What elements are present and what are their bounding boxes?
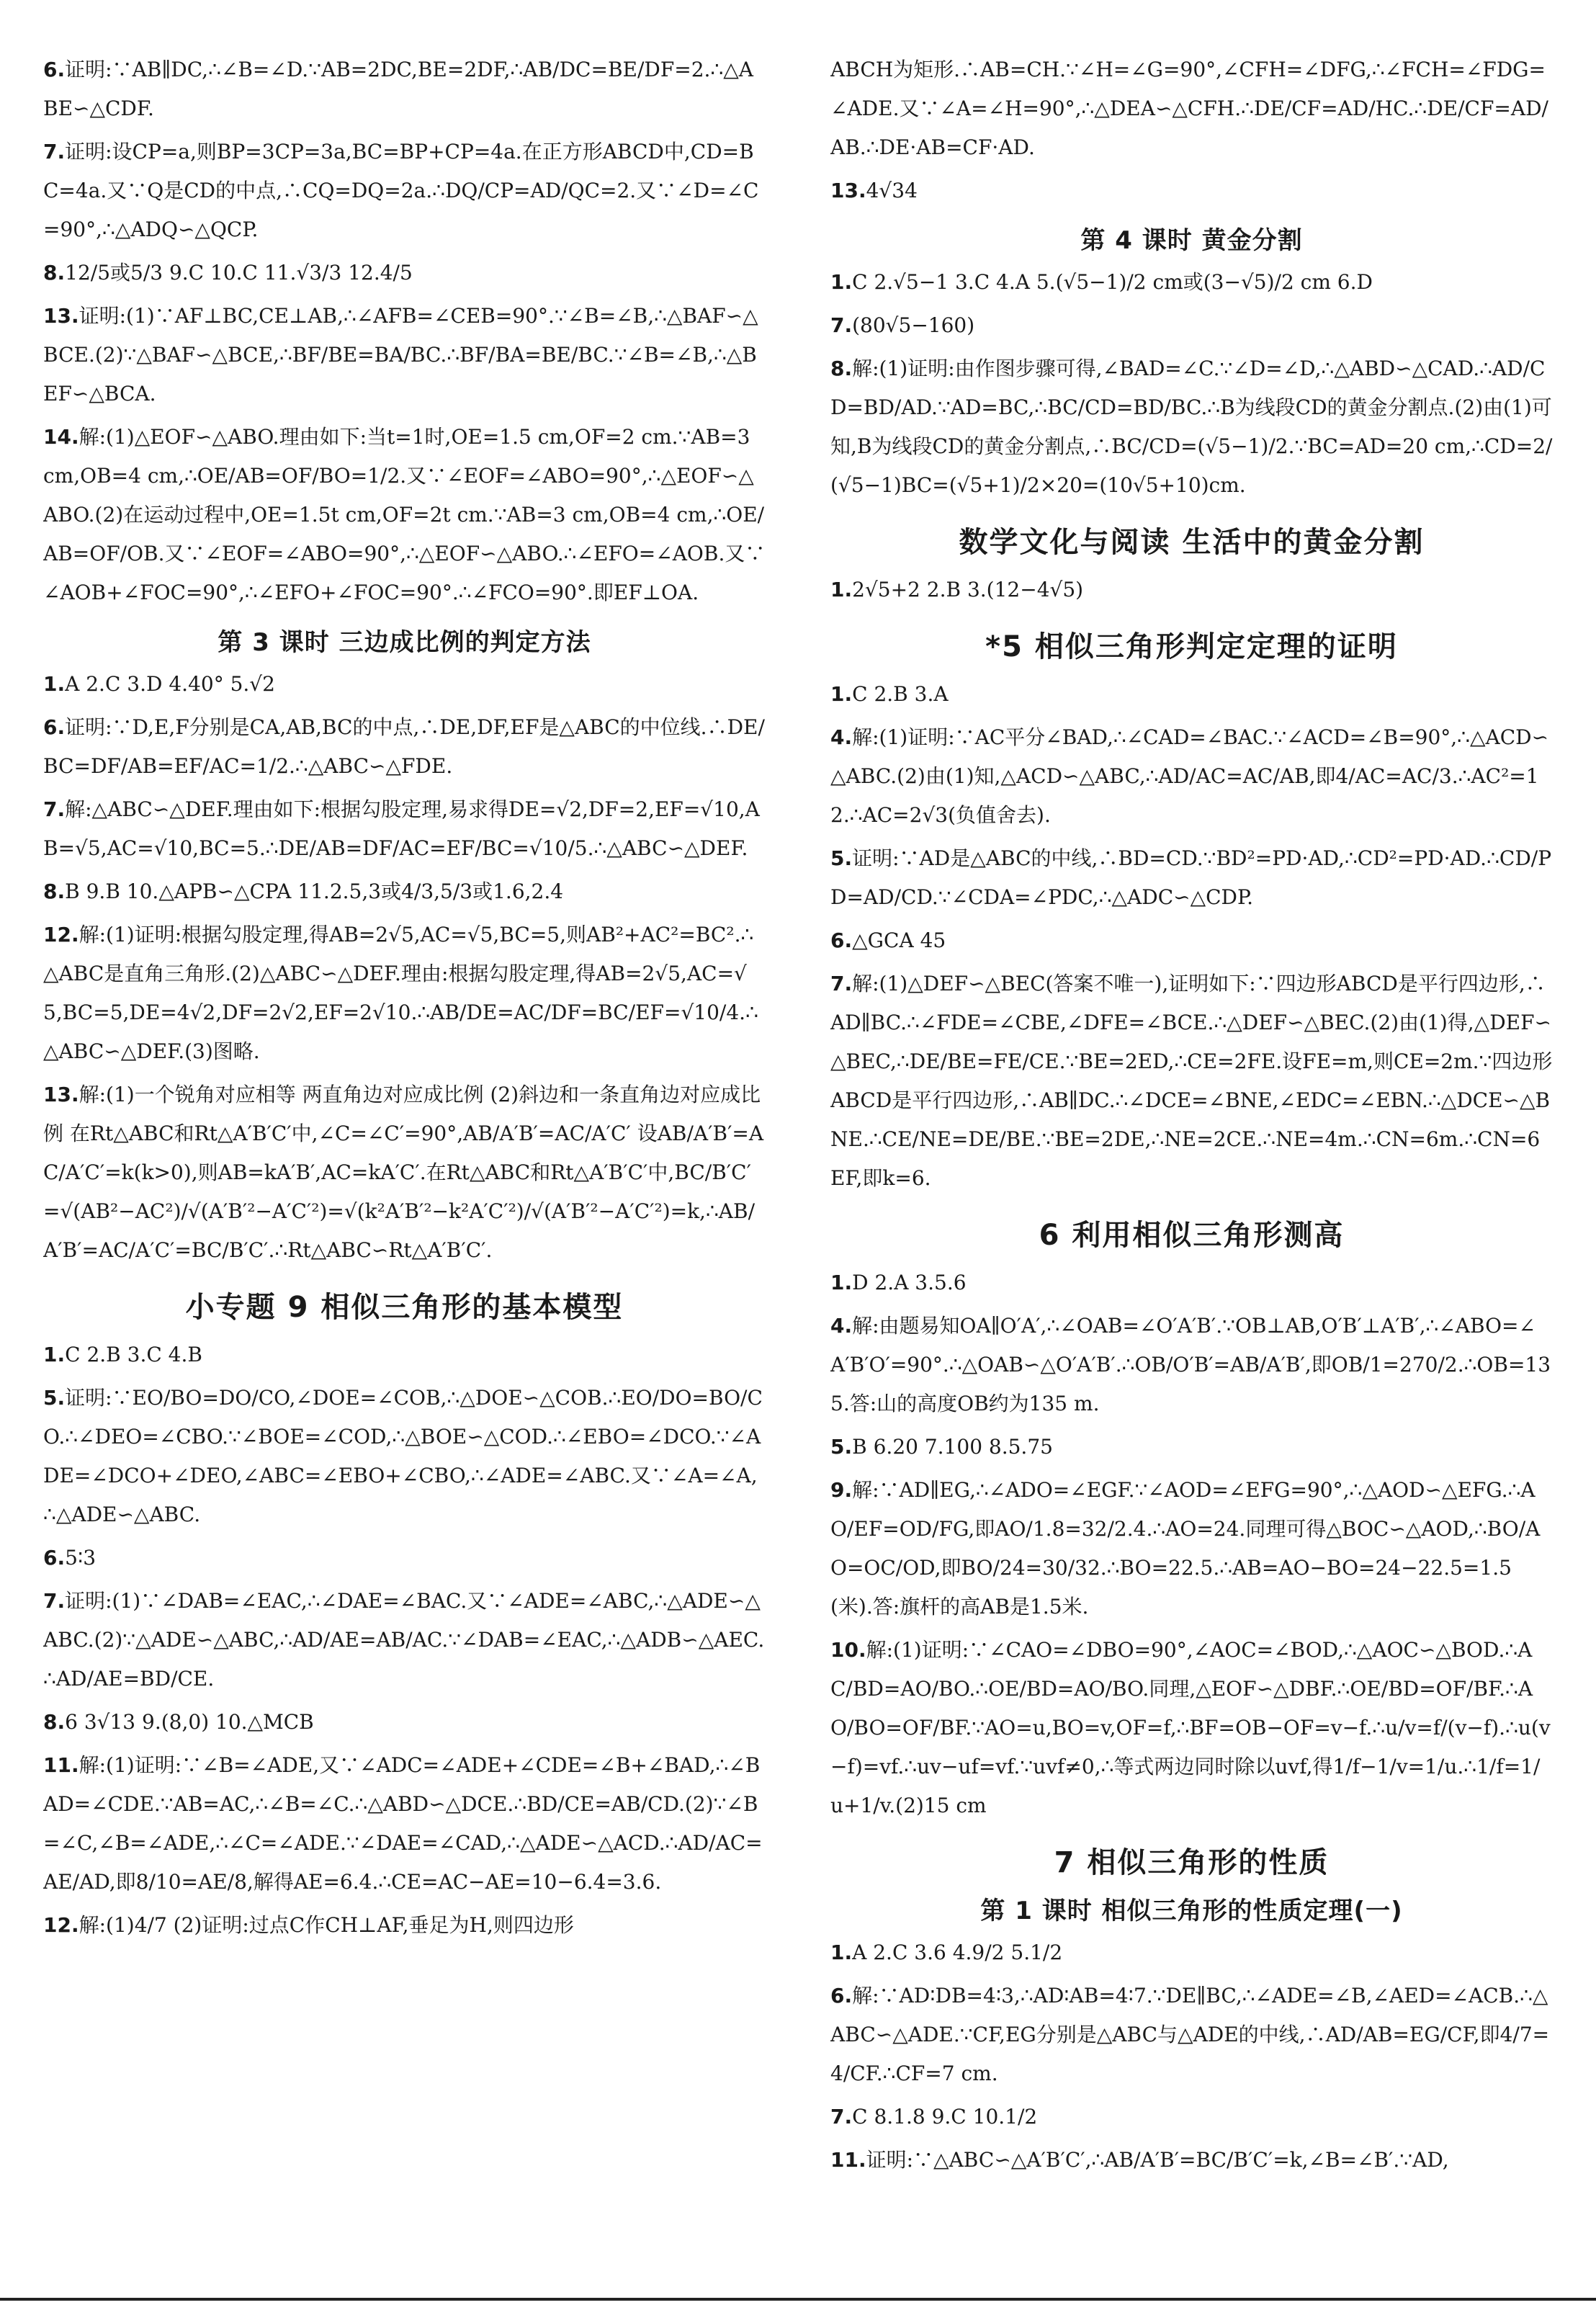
answer-item [830, 1933, 1553, 1972]
item-number: 1. [830, 270, 853, 294]
item-number: 8. [830, 357, 853, 380]
item-number: 9. [830, 1478, 853, 1502]
answer-item [43, 1539, 766, 1577]
item-number: 1. [830, 1271, 853, 1294]
item-text: 解:∵AD∥EG,∴∠ADO=∠EGF.∵∠AOD=∠EFG=90°,∴△AOD∽△EFG.∴AO/EF=OD/FG,即AO/1.8=32/2.4.∴AO=24.同理可得△BOC∽△AOD,∴BO/AO=OC/OD,即BO/24=30/32.∴BO=22.5.∴AB=AO−BO=24−22.5=1.5(米).答:旗杆的高AB是1.5米. [830, 1478, 1541, 1619]
item-text: 5∶3 [65, 1546, 97, 1570]
item-number: 4. [830, 725, 853, 749]
section-heading: 7 相似三角形的性质 [1054, 1846, 1330, 1879]
item-number: 1. [43, 672, 66, 696]
item-number: 10. [830, 1638, 866, 1662]
answer-item [830, 349, 1553, 505]
bottom-rule [0, 2298, 1596, 2301]
answer-item [43, 50, 766, 128]
right-column [830, 50, 1553, 2262]
item-number: 8. [43, 1710, 66, 1734]
item-text: 解:(1)△DEF∽△BEC(答案不唯一),证明如下:∵四边形ABCD是平行四边形,∴AD∥BC.∴∠FDE=∠CBE,∠DFE=∠BCE.∴△DEF∽△BEC.(2)由(1)得,△DEF∽△BEC,∴DE/BE=FE/CE.∵BE=2ED,∴CE=2FE.设FE=m,则CE=2m.∵四边形ABCD是平行四边形,∴AB∥DC.∴∠DCE=∠BNE,∠EDC=∠EBN.∴△DCE∽△BNE.∴CE/NE=DE/BE.∵BE=2DE,∴NE=2CE.∴NE=4m.∴CN=6m.∴CN=6EF,即k=6. [830, 972, 1553, 1190]
item-number: 7. [830, 313, 853, 337]
item-number: 5. [830, 846, 853, 870]
item-text: B 6.20 7.100 8.5.75 [852, 1435, 1053, 1459]
item-text: 证明:(1)∵∠DAB=∠EAC,∴∠DAE=∠BAC.又∵∠ADE=∠ABC,∴△ADE∽△ABC.(2)∵△ADE∽△ABC,∴AD/AE=AB/AC.∵∠DAB=∠EAC,∴△ADB∽△AEC.∴AD/AE=BD/CE. [43, 1589, 765, 1691]
item-text: A 2.C 3.6 4.9/2 5.1/2 [852, 1941, 1063, 1964]
item-text: 解:(1)证明:根据勾股定理,得AB=2√5,AC=√5,BC=5,则AB²+AC²=BC².∴△ABC是直角三角形.(2)△ABC∽△DEF.理由:根据勾股定理,得AB=2√5,AC=√5,BC=5,DE=4√2,DF=2√2,EF=2√10.∴AB/DE=AC/DF=BC/EF=√10/4.∴△ABC∽△DEF.(3)图略. [43, 923, 758, 1063]
item-number: 5. [43, 1386, 66, 1410]
answer-item [43, 708, 766, 786]
answer-item [830, 964, 1553, 1198]
answer-item [43, 1703, 766, 1742]
item-text: C 2.√5−1 3.C 4.A 5.(√5−1)/2 cm或(3−√5)/2 cm 6.D [852, 270, 1373, 294]
item-number: 12. [43, 923, 79, 946]
item-text: 证明:∵D,E,F分别是CA,AB,BC的中点,∴DE,DF,EF是△ABC的中位线.∴DE/BC=DF/AB=EF/AC=1/2.∴△ABC∽△FDE. [43, 715, 765, 778]
item-number: 13. [830, 179, 866, 202]
answer-item [830, 570, 1553, 609]
item-text: 证明:∵AD是△ABC的中线,∴BD=CD.∵BD²=PD·AD,∴CD²=PD·AD.∴CD/PD=AD/CD.∵∠CDA=∠PDC,∴△ADC∽△CDP. [830, 846, 1552, 909]
answer-item [830, 718, 1553, 835]
item-number: 1. [43, 1343, 66, 1366]
section-heading: *5 相似三角形判定定理的证明 [985, 630, 1398, 663]
item-text: 解:∵AD∶DB=4∶3,∴AD∶AB=4∶7.∵DE∥BC,∴∠ADE=∠B,∠AED=∠ACB.∴△ABC∽△ADE.∵CF,EG分别是△ABC与△ADE的中线,∴AD/AB=EG/CF,即4/7=4/CF.∴CF=7 cm. [830, 1984, 1550, 2085]
item-text: 解:(1)4/7 (2)证明:过点C作CH⊥AF,垂足为H,则四边形 [79, 1913, 574, 1937]
item-text: 6 3√13 9.(8,0) 10.△MCB [65, 1710, 314, 1734]
section-heading: 6 利用相似三角形测高 [1039, 1219, 1345, 1252]
answer-item [830, 839, 1553, 917]
left-column [43, 50, 766, 2262]
item-text: C 8.1.8 9.C 10.1/2 [852, 2105, 1038, 2129]
answer-item [43, 1075, 766, 1270]
answer-item [43, 1906, 766, 1945]
item-number: 13. [43, 1083, 79, 1106]
item-text: △GCA 45 [852, 928, 946, 952]
answer-item [43, 297, 766, 413]
answer-item [830, 675, 1553, 714]
item-number: 4. [830, 1314, 853, 1338]
item-text: 解:△ABC∽△DEF.理由如下:根据勾股定理,易求得DE=√2,DF=2,EF=√10,AB=√5,AC=√10,BC=5.∴DE/AB=DF/AC=EF/BC=√10/5.∴△ABC∽△DEF. [43, 797, 760, 860]
item-text: 解:(1)一个锐角对应相等 两直角边对应成比例 (2)斜边和一条直角边对应成比例 在Rt△ABC和Rt△A′B′C′中,∠C=∠C′=90°,AB/A′B′=AC/A′C′ 设AB/A′B′=AC/A′C′=k(k>0),则AB=kA′B′,AC=kA′C′.在Rt△ABC和Rt△A′B′C′中,BC/B′C′=√(AB²−AC²)/√(A′B′²−A′C′²)=√(k²A′B′²−k²A′C′²)/√(A′B′²−A′C′²)=k,∴AB/A′B′=AC/A′C′=BC/B′C′.∴Rt△ABC∽Rt△A′B′C′. [43, 1083, 764, 1262]
answer-item [830, 1307, 1553, 1423]
item-text: C 2.B 3.C 4.B [65, 1343, 202, 1366]
item-text: 12/5或5/3 9.C 10.C 11.√3/3 12.4/5 [65, 261, 413, 285]
item-number: 7. [830, 2105, 853, 2129]
item-text: 解:(1)证明:由作图步骤可得,∠BAD=∠C.∵∠D=∠D,∴△ABD∽△CAD.∴AD/CD=BD/AD.∵AD=BC,∴BC/CD=BD/BC.∴B为线段CD的黄金分割点.(2)由(1)可知,B为线段CD的黄金分割点,∴BC/CD=(√5−1)/2.∵BC=AD=20 cm,∴CD=2/(√5−1)BC=(√5+1)/2×20=(10√5+10)cm. [830, 357, 1553, 497]
item-number: 1. [830, 682, 853, 706]
item-text: 证明:∵EO/BO=DO/CO,∠DOE=∠COB,∴△DOE∽△COB.∴EO/DO=BO/CO.∴∠DEO=∠CBO.∵∠BOE=∠COD,∴△BOE∽△COD.∴∠EBO=∠DCO.∵∠ADE=∠DCO+∠DEO,∠ABC=∠EBO+∠CBO,∴∠ADE=∠ABC.又∵∠A=∠A,∴△ADE∽△ABC. [43, 1386, 763, 1526]
item-number: 6. [830, 1984, 853, 2008]
item-number: 6. [830, 928, 853, 952]
answer-item [830, 1428, 1553, 1467]
answer-item [830, 1471, 1553, 1626]
answer-item [43, 1379, 766, 1534]
item-text: 2√5+2 2.B 3.(12−4√5) [852, 578, 1084, 601]
item-text: B 9.B 10.△APB∽△CPA 11.2.5,3或4/3,5/3或1.6,2.4 [65, 880, 564, 903]
answer-item [830, 1263, 1553, 1302]
item-number: 7. [43, 1589, 66, 1613]
section-heading: 第 1 课时 相似三角形的性质定理(一) [980, 1897, 1403, 1925]
item-number: 8. [43, 880, 66, 903]
item-number: 12. [43, 1913, 79, 1937]
item-text: D 2.A 3.5.6 [852, 1271, 967, 1294]
answer-item [830, 2098, 1553, 2136]
item-text: 证明:∵△ABC∽△A′B′C′,∴AB/A′B′=BC/B′C′=k,∠B=∠B′.∵AD, [866, 2148, 1449, 2172]
item-text: 证明:(1)∵AF⊥BC,CE⊥AB,∴∠AFB=∠CEB=90°.∵∠B=∠B,∴△BAF∽△BCE.(2)∵△BAF∽△BCE,∴BF/BE=BA/BC.∴BF/BA=BE/BC.∵∠B=∠B,∴△BEF∽△BCA. [43, 304, 758, 406]
item-text: 解:(1)△EOF∽△ABO.理由如下:当t=1时,OE=1.5 cm,OF=2 cm.∵AB=3 cm,OB=4 cm,∴OE/AB=OF/BO=1/2.又∵∠EOF=∠ABO=90°,∴△EOF∽△ABO.(2)在运动过程中,OE=1.5t cm,OF=2t cm.∵AB=3 cm,OB=4 cm,∴OE/AB=OF/OB.又∵∠EOF=∠ABO=90°,∴△EOF∽△ABO.∴∠EFO=∠AOB.又∵∠AOB+∠FOC=90°,∴∠EFO+∠FOC=90°.∴∠FCO=90°.即EF⊥OA. [43, 425, 766, 604]
answer-item [43, 254, 766, 292]
answer-item [43, 1746, 766, 1902]
item-text: 解:由题易知OA∥O′A′,∴∠OAB=∠O′A′B′.∵OB⊥AB,O′B′⊥A′B′,∴∠ABO=∠A′B′O′=90°.∴△OAB∽△O′A′B′.∴OB/O′B′=AB/A′B′,即OB/1=270/2.∴OB=135.答:山的高度OB约为135 m. [830, 1314, 1551, 1415]
section-heading: 第 3 课时 三边成比例的判定方法 [218, 628, 591, 657]
item-text: 证明:∵AB∥DC,∴∠B=∠D.∵AB=2DC,BE=2DF,∴AB/DC=BE/DF=2.∴△ABE∽△CDF. [43, 58, 754, 120]
answer-item [830, 263, 1553, 302]
section-heading: 小专题 9 相似三角形的基本模型 [185, 1291, 624, 1324]
answer-item [43, 916, 766, 1071]
answer-item [830, 1631, 1553, 1825]
answer-item [43, 1582, 766, 1698]
item-number: 6. [43, 715, 66, 739]
item-text: A 2.C 3.D 4.40° 5.√2 [65, 672, 275, 696]
item-text: 证明:设CP=a,则BP=3CP=3a,BC=BP+CP=4a.在正方形ABCD中,CD=BC=4a.又∵Q是CD的中点,∴CQ=DQ=2a.∴DQ/CP=AD/QC=2.又∵∠D=∠C=90°,∴△ADQ∽△QCP. [43, 140, 759, 241]
item-number: 1. [830, 578, 853, 601]
item-text: ABCH为矩形.∴AB=CH.∵∠H=∠G=90°,∠CFH=∠DFG,∴∠FCH=∠FDG=∠ADE.又∵∠A=∠H=90°,∴△DEA∽△CFH.∴DE/CF=AD/HC.∴DE/CF=AD/AB.∴DE·AB=CF·AD. [830, 58, 1548, 159]
answer-item [830, 171, 1553, 210]
answer-item [43, 1335, 766, 1374]
answer-item [830, 306, 1553, 345]
item-text: (80√5−160) [852, 313, 975, 337]
item-number: 7. [43, 797, 66, 821]
section-heading: 数学文化与阅读 生活中的黄金分割 [959, 526, 1425, 559]
item-number: 5. [830, 1435, 853, 1459]
item-number: 8. [43, 261, 66, 285]
answer-item [43, 133, 766, 249]
item-number: 1. [830, 1941, 853, 1964]
item-number: 13. [43, 304, 79, 328]
answer-item [830, 1977, 1553, 2093]
item-text: 解:(1)证明:∵∠CAO=∠DBO=90°,∠AOC=∠BOD,∴△AOC∽△BOD.∴AC/BD=AO/BO.∴OE/BD=AO/BO.同理,△EOF∽△DBF.∴OE/BD=OF/BF.∴AO/BO=OF/BF.∵AO=u,BO=v,OF=f,∴BF=OB−OF=v−f.∴u/v=f/(v−f).∴u(v−f)=vf.∴uv−uf=vf.∵uvf≠0,∴等式两边同时除以uvf,得1/f−1/v=1/u.∴1/f=1/u+1/v.(2)15 cm [830, 1638, 1551, 1817]
section-heading: 第 4 课时 黄金分割 [1080, 226, 1303, 255]
item-number: 6. [43, 1546, 66, 1570]
answer-item [43, 665, 766, 704]
item-number: 6. [43, 58, 66, 81]
item-text: 解:(1)证明:∵AC平分∠BAD,∴∠CAD=∠BAC.∵∠ACD=∠B=90°,∴△ACD∽△ABC.(2)由(1)知,△ACD∽△ABC,∴AD/AC=AC/AB,即4/AC=AC/3.∴AC²=12.∴AC=2√3(负值舍去). [830, 725, 1549, 827]
item-text: C 2.B 3.A [852, 682, 949, 706]
item-number: 11. [830, 2148, 866, 2172]
item-text: 解:(1)证明:∵∠B=∠ADE,又∵∠ADC=∠ADE+∠CDE=∠B+∠BAD,∴∠BAD=∠CDE.∵AB=AC,∴∠B=∠C.∴△ABD∽△DCE.∴BD/CE=AB/CD.(2)∵∠B=∠C,∠B=∠ADE,∴∠C=∠ADE.∵∠DAE=∠CAD,∴△ADE∽△ACD.∴AD/AC=AE/AD,即8/10=AE/8,解得AE=6.4.∴CE=AC−AE=10−6.4=3.6. [43, 1753, 763, 1894]
item-number: 14. [43, 425, 79, 449]
answer-item [830, 921, 1553, 960]
item-number: 11. [43, 1753, 79, 1777]
item-number: 7. [830, 972, 853, 995]
answer-item [43, 790, 766, 868]
item-text: 4√34 [866, 179, 918, 202]
answer-item [830, 50, 1553, 167]
answer-item [830, 2141, 1553, 2180]
answer-item [43, 872, 766, 911]
item-number: 7. [43, 140, 66, 164]
answer-item [43, 418, 766, 612]
